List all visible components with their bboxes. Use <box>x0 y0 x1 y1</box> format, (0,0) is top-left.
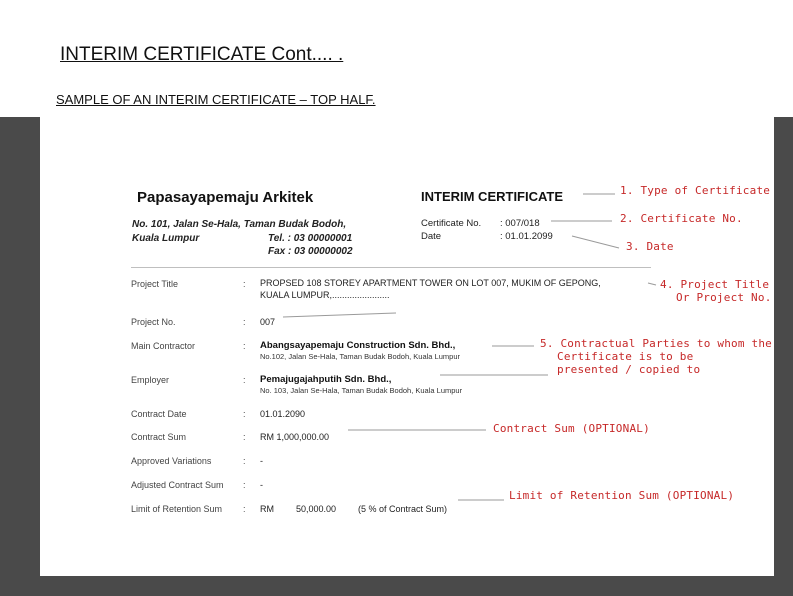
retention-note: (5 % of Contract Sum) <box>358 504 448 514</box>
contract-sum-colon: : <box>243 432 246 442</box>
annotation-date: 3. Date <box>626 240 674 253</box>
pointer-line-date <box>572 236 619 248</box>
employer-colon: : <box>243 375 246 385</box>
contract-date-value: 01.01.2090 <box>260 409 306 419</box>
certificate-title: INTERIM CERTIFICATE <box>421 189 564 204</box>
project-no-colon: : <box>243 317 246 327</box>
project-title-label: Project Title <box>131 279 179 289</box>
firm-address-line2: Kuala Lumpur <box>132 233 200 244</box>
certificate-no-value: : 007/018 <box>500 218 540 229</box>
contract-date-colon: : <box>243 409 246 419</box>
adjusted-contract-sum-label: Adjusted Contract Sum <box>131 480 224 490</box>
slide-subtitle: SAMPLE OF AN INTERIM CERTIFICATE – TOP HALF. <box>56 92 376 107</box>
approved-variations-value: - <box>260 456 263 466</box>
retention-amount: 50,000.00 <box>296 504 337 514</box>
firm-address-line1: No. 101, Jalan Se-Hala, Taman Budak Bodoh, <box>132 219 347 230</box>
date-label: Date <box>421 231 442 242</box>
annotation-parties-line1: 5. Contractual Parties to whom the <box>540 337 772 350</box>
employer-value: Pemajugajahputih Sdn. Bhd., <box>260 374 392 385</box>
main-contractor-label: Main Contractor <box>131 341 196 351</box>
annotation-retention: Limit of Retention Sum (OPTIONAL) <box>509 489 735 502</box>
main-contractor-value: Abangsayapemaju Construction Sdn. Bhd., <box>260 340 456 351</box>
adjusted-contract-sum-colon: : <box>243 480 246 490</box>
date-value: : 01.01.2099 <box>500 231 553 242</box>
firm-tel: Tel. : 03 00000001 <box>268 233 353 244</box>
firm-name: Papasayapemaju Arkitek <box>137 189 314 206</box>
contract-sum-value: RM 1,000,000.00 <box>260 432 330 442</box>
main-contractor-address: No.102, Jalan Se-Hala, Taman Budak Bodoh, Kuala Lumpur <box>260 352 460 361</box>
approved-variations-colon: : <box>243 456 246 466</box>
certificate-document <box>40 117 774 576</box>
main-contractor-colon: : <box>243 341 246 351</box>
contract-date-label: Contract Date <box>131 409 187 419</box>
contract-sum-label: Contract Sum <box>131 432 187 442</box>
employer-address: No. 103, Jalan Se-Hala, Taman Budak Bodoh, Kuala Lumpur <box>260 386 463 395</box>
project-no-value: 007 <box>260 317 276 327</box>
retention-colon: : <box>243 504 246 514</box>
retention-label: Limit of Retention Sum <box>131 504 223 514</box>
certificate-no-label: Certificate No. <box>421 218 482 229</box>
employer-label: Employer <box>131 375 170 385</box>
annotation-project-title-line2: Or Project No. <box>676 291 772 304</box>
firm-fax: Fax : 03 00000002 <box>268 246 353 257</box>
slide-title: INTERIM CERTIFICATE Cont.... . <box>60 44 344 65</box>
annotation-parties-line3: presented / copied to <box>557 363 701 376</box>
adjusted-contract-sum-value: - <box>260 480 263 490</box>
project-no-label: Project No. <box>131 317 176 327</box>
project-title-colon: : <box>243 279 246 289</box>
annotation-certificate-no: 2. Certificate No. <box>620 212 743 225</box>
pointer-line-project-no <box>283 313 396 317</box>
annotation-parties-line2: Certificate is to be <box>557 350 694 363</box>
project-title-value-line1: PROPSED 108 STOREY APARTMENT TOWER ON LOT 007, MUKIM OF GEPONG, <box>260 278 601 288</box>
annotation-type-of-certificate: 1. Type of Certificate <box>620 184 771 197</box>
annotation-project-title-line1: 4. Project Title <box>660 278 770 291</box>
project-title-value-line2: KUALA LUMPUR,....................... <box>260 290 390 300</box>
approved-variations-label: Approved Variations <box>131 456 212 466</box>
annotation-contract-sum: Contract Sum (OPTIONAL) <box>493 422 650 435</box>
pointer-line-project-title <box>648 283 656 285</box>
retention-currency: RM <box>260 504 274 514</box>
